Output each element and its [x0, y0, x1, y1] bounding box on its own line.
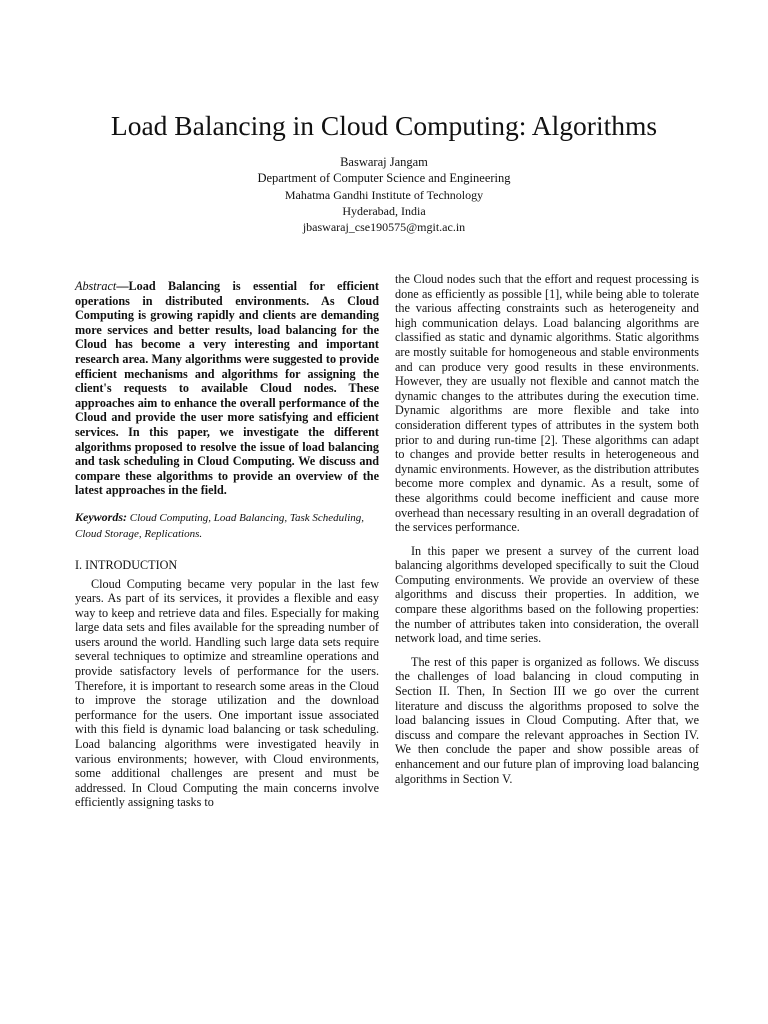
keywords-text: Cloud Computing, Load Balancing, Task Scheduling, Cloud Storage, Replications.: [75, 511, 365, 540]
section-heading: I. INTRODUCTION: [75, 557, 178, 572]
keywords: [75, 509, 379, 542]
intro-paragraph-3: The rest of this paper is organized as follows. We discuss the challenges of load balancing in cloud computing in Section II. Then, In Section III we go over the current literature and discuss the algorithms proposed to solve the load balancing issues in Cloud Computing. After that, we discuss and compare the relevant approaches in Section IV. We then conclude the paper and show possible areas of enhancement and our future plan of improving load balancing algorithms in Section V.: [395, 654, 699, 786]
paper-title: Load Balancing in Cloud Computing: Algorithms: [110, 110, 658, 141]
intro-paragraph-2: In this paper we present a survey of the current load balancing algorithms developed specifically to suit the Cloud Computing environments. We provide an overview of these algorithms and discuss their properties. In addition, we compare these algorithms based on the following properties: the number of attributes taken into consideration, the overall network load, and time series.: [395, 543, 699, 646]
intro-paragraph-1: Cloud Computing became very popular in the last few years. As part of its services, it provides a flexible and easy way to keep and retrieve data and files. Especially for making large data sets and files available for the spreading number of users around the world. Handling such large data sets require several techniques to optimize and streamline operations and provide satisfactory levels of performance for the users. Therefore, it is important to research some areas in the Cloud to improve the storage utilization and the download performance for the users. One important issue associated with this field is dynamic load balancing or task scheduling. Load balancing algorithms were investigated heavily in various environments; however, with Cloud environments, some additional challenges are present and must be addressed. In Cloud Computing the main concerns involve efficiently assigning tasks to: [75, 576, 379, 810]
author-department: Department of Computer Science and Engineering: [257, 171, 511, 185]
abstract-label: Abstract: [75, 279, 117, 293]
author-email: jbaswaraj_cse190575@mgit.ac.in: [302, 220, 466, 234]
left-column: [75, 279, 379, 810]
right-column: [395, 272, 699, 786]
intro-paragraph-1-continued: the Cloud nodes such that the effort and request processing is done as efficiently as possible [1], while being able to tolerate the various affecting constraints such as heterogeneity and high communication delays. Load balancing algorithms are classified as static and dynamic algorithms. Static algorithms are mostly suitable for homogeneous and stable environments and can produce very good results in these environments. However, they are usually not flexible and cannot match the dynamic changes to the attributes during the execution time. Dynamic algorithms are more flexible and take into consideration different types of attributes in the system both prior to and during run-time [2]. These algorithms can adapt to changes and provide better results in heterogeneous and dynamic environments. However, as the distribution attributes become more complex and dynamic. As a result, some of these algorithms could become inefficient and cause more overhead than necessary resulting in an overall degradation of the services performance.: [395, 272, 699, 535]
author-name: Baswaraj Jangam: [340, 155, 428, 169]
keywords-label: Keywords:: [75, 509, 127, 524]
author-location: Hyderabad, India: [342, 204, 426, 218]
author-institute: Mahatma Gandhi Institute of Technology: [284, 188, 484, 202]
abstract-text: —Load Balancing is essential for efficient operations in distributed environments. As Cloud Computing is growing rapidly and clients are demanding more services and better results, load balancing for the Cloud has become a very interesting and important research area. Many algorithms were suggested to provide efficient mechanisms and algorithms for assigning the client's requests to available Cloud nodes. These approaches aim to enhance the overall performance of the Cloud and provide the user more satisfying and efficient services. In this paper, we investigate the different algorithms proposed to resolve the issue of load balancing and task scheduling in Cloud Computing. We discuss and compare these algorithms to provide an overview of the latest approaches in the field.: [75, 279, 379, 498]
abstract: [75, 279, 379, 498]
